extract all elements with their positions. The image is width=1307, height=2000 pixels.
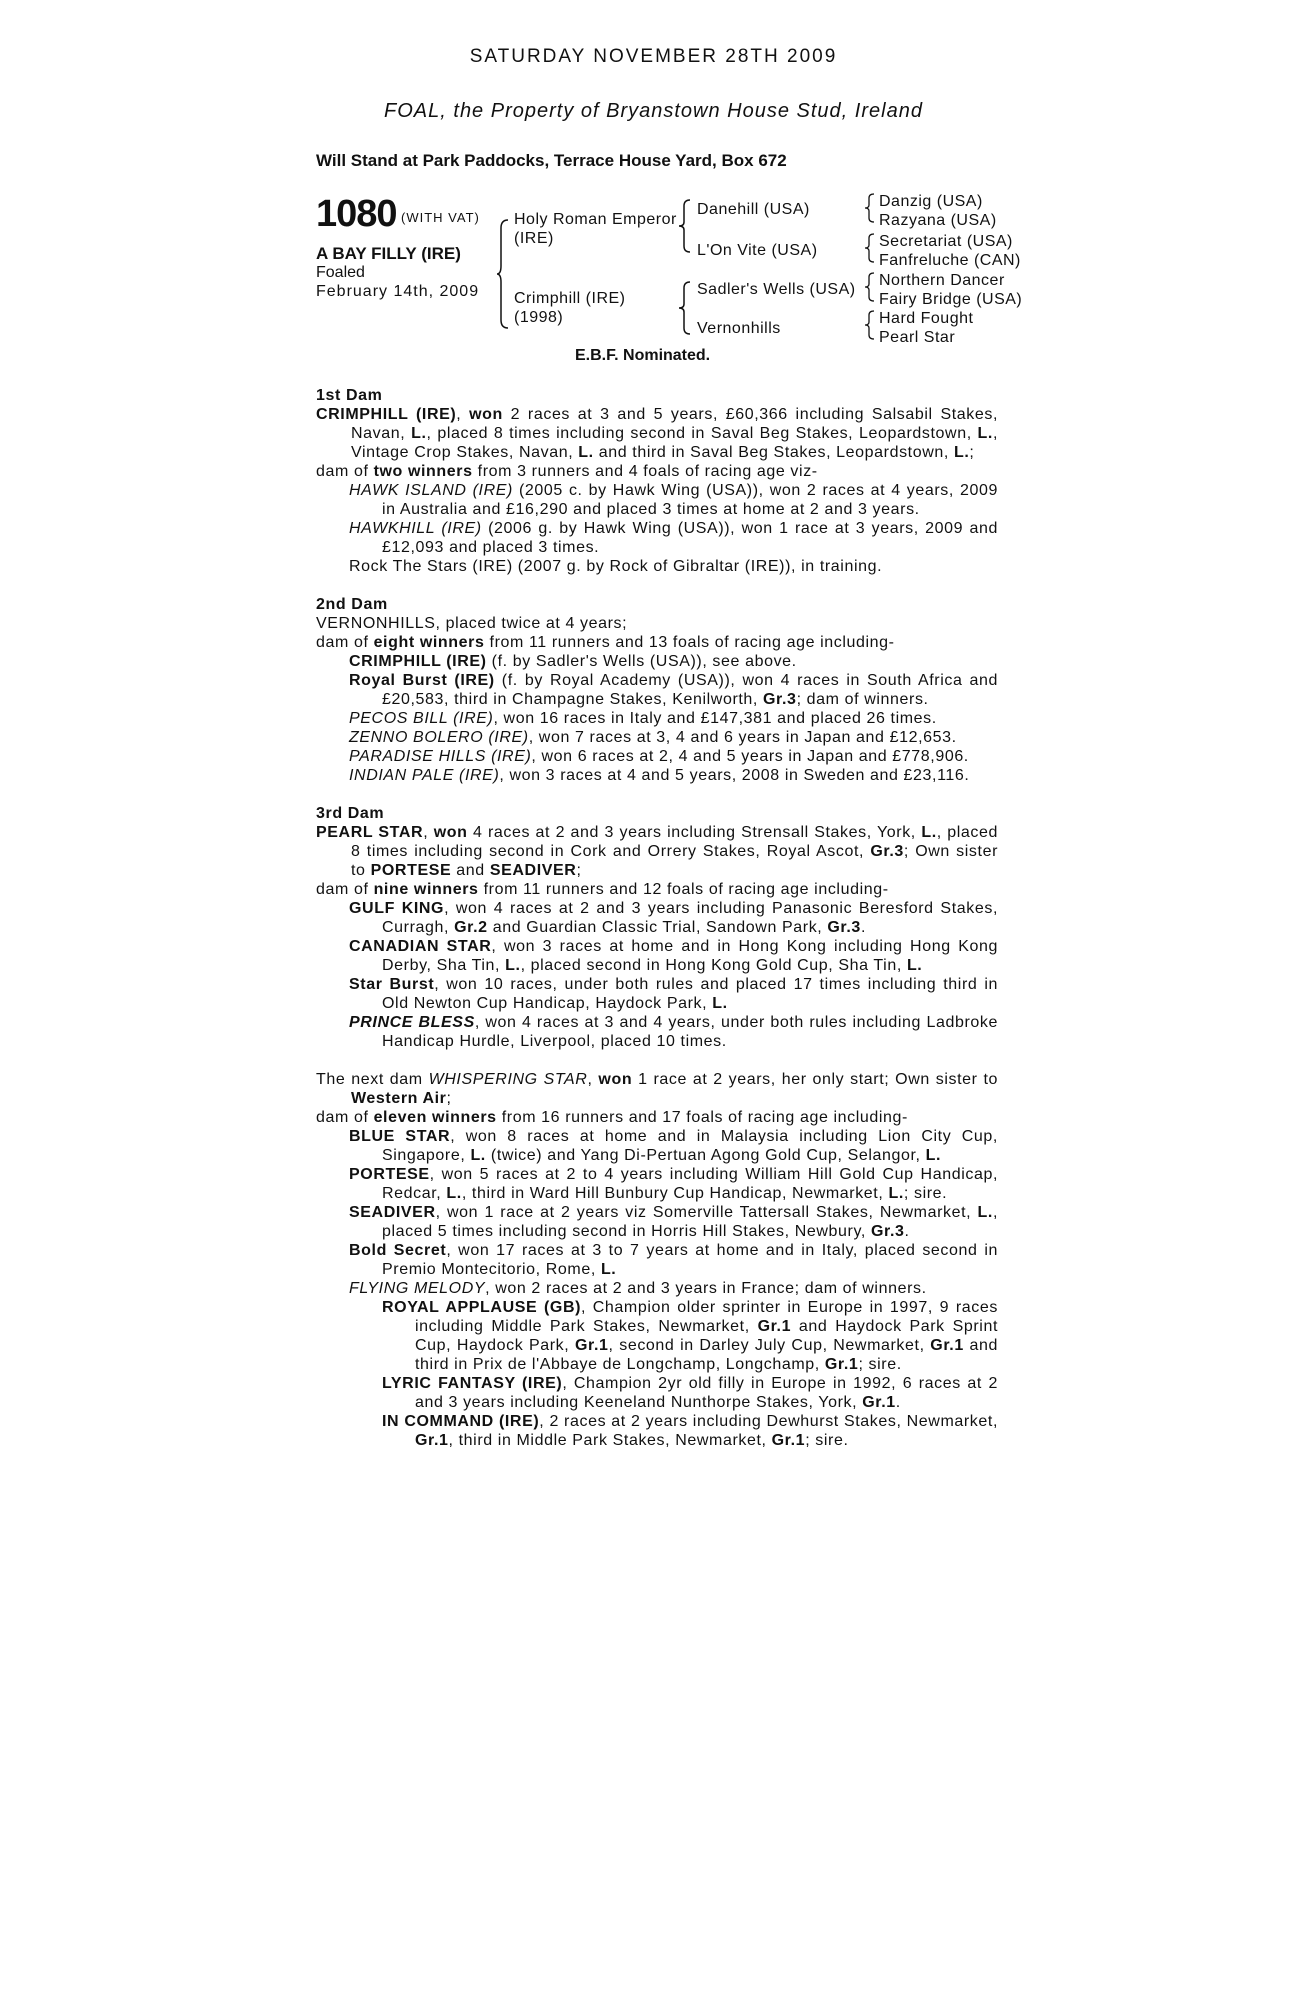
produce-record <box>316 386 998 1450</box>
stand-location: Will Stand at Park Paddocks, Terrace House Yard, Box 672 <box>316 151 787 170</box>
pedigree-dam-year: (1998) <box>514 309 564 326</box>
list-item: Bold Secret, won 17 races at 3 to 7 years at home and in Italy, placed second in Premio Montecitorio, Rome, L. <box>349 1242 999 1278</box>
list-item: BLUE STAR, won 8 races at home and in Malaysia including Lion City Cup, Singapore, L. (twice) and Yang Di-Pertuan Agong Gold Cup, Selangor, L. <box>349 1128 998 1164</box>
pedigree-brace-dd <box>864 310 876 340</box>
list-item: ZENNO BOLERO (IRE), won 7 races at 3, 4 and 6 years in Japan and £12,653. <box>349 729 957 746</box>
third-dam-record: PEARL STAR, won 4 races at 2 and 3 years including Strensall Stakes, York, L., placed 8 times including second in Cork and Orrery Stakes, Royal Ascot, Gr.3; Own sister to PORTESE and SEADIVER; <box>316 824 999 879</box>
sale-date: SATURDAY NOVEMBER 28TH 2009 <box>469 46 838 67</box>
list-item: PRINCE BLESS, won 4 races at 3 and 4 years, under both rules including Ladbroke Handicap Hurdle, Liverpool, placed 10 times. <box>349 1014 998 1050</box>
lot-number: 1080 <box>316 193 397 235</box>
list-item: PORTESE, won 5 races at 2 to 4 years including William Hill Gold Cup Handicap, Redcar, L., third in Ward Hill Bunbury Cup Handicap, Newmarket, L.; sire. <box>349 1166 998 1202</box>
list-item: INDIAN PALE (IRE), won 3 races at 4 and 5 years, 2008 in Sweden and £23,116. <box>349 767 970 784</box>
next-dam-record: The next dam WHISPERING STAR, won 1 race at 2 years, her only start; Own sister to Western Air; <box>316 1071 999 1107</box>
list-item: IN COMMAND (IRE), 2 races at 2 years including Dewhurst Stakes, Newmarket, Gr.1, third in Middle Park Stakes, Newmarket, Gr.1; sire. <box>382 1413 998 1449</box>
list-item: Star Burst, won 10 races, under both rules and placed 17 times including third in Old Newton Cup Handicap, Haydock Park, L. <box>349 976 998 1012</box>
pedigree-sss: Danzig (USA) <box>879 193 983 210</box>
pedigree-brace-main <box>496 218 510 330</box>
second-dam-heading: 2nd Dam <box>316 596 388 613</box>
pedigree-sire: Holy Roman Emperor <box>514 211 677 228</box>
pedigree-brace-sire <box>678 198 692 254</box>
owner-line: FOAL, the Property of Bryanstown House Stud, Ireland <box>384 100 923 122</box>
pedigree-dsd: Fairy Bridge (USA) <box>879 291 1023 308</box>
first-dam-record: CRIMPHILL (IRE), won 2 races at 3 and 5 years, £60,366 including Salsabil Stakes, Navan, L., placed 8 times including second in Saval Beg Stakes, Leopardstown, L., Vintage Crop Stakes, Navan, L. and third in Saval Beg Stakes, Leopardstown, L.; <box>316 406 999 461</box>
list-item: PECOS BILL (IRE), won 16 races in Italy and £147,381 and placed 26 times. <box>349 710 937 727</box>
list-item: Royal Burst (IRE) (f. by Royal Academy (USA)), won 4 races in South Africa and £20,583, third in Champagne Stakes, Kenilworth, Gr.3; dam of winners. <box>349 672 998 708</box>
third-dam-heading: 3rd Dam <box>316 805 385 822</box>
third-dam-produce-summary: dam of nine winners from 11 runners and 12 foals of racing age including- <box>316 881 889 898</box>
pedigree-sdd: Fanfreluche (CAN) <box>879 252 1021 269</box>
list-item: ROYAL APPLAUSE (GB), Champion older sprinter in Europe in 1997, 9 races including Middle Park Stakes, Newmarket, Gr.1 and Haydock Park Sprint Cup, Haydock Park, Gr.1, second in Darley July Cup, Newmarket, Gr.1 and third in Prix de l'Abbaye de Longchamp, Longchamp, Gr.1; sire. <box>382 1299 998 1373</box>
list-item: FLYING MELODY, won 2 races at 2 and 3 years in France; dam of winners. <box>349 1280 927 1297</box>
pedigree-sire-sire: Danehill (USA) <box>697 201 810 218</box>
list-item: HAWK ISLAND (IRE) (2005 c. by Hawk Wing (USA)), won 2 races at 4 years, 2009 in Australia and £16,290 and placed 3 times at home at 2 and 3 years. <box>349 482 998 518</box>
second-dam-produce-summary: dam of eight winners from 11 runners and 13 foals of racing age including- <box>316 634 895 651</box>
pedigree-brace-dam <box>678 280 692 336</box>
next-dam-produce-summary: dam of eleven winners from 16 runners and 17 foals of racing age including- <box>316 1109 908 1126</box>
list-item: CANADIAN STAR, won 3 races at home and in Hong Kong including Hong Kong Derby, Sha Tin, L., placed second in Hong Kong Gold Cup, Sha Tin, L. <box>349 938 998 974</box>
list-item: HAWKHILL (IRE) (2006 g. by Hawk Wing (USA)), won 1 race at 3 years, 2009 and £12,093 and placed 3 times. <box>349 520 998 556</box>
pedigree-ddd: Pearl Star <box>879 329 956 346</box>
list-item: CRIMPHILL (IRE) (f. by Sadler's Wells (USA)), see above. <box>349 653 797 670</box>
ebf-nominated: E.B.F. Nominated. <box>575 347 711 364</box>
pedigree-dds: Hard Fought <box>879 310 974 327</box>
pedigree-ssd: Razyana (USA) <box>879 212 997 229</box>
pedigree-dam-sire: Sadler's Wells (USA) <box>697 281 856 298</box>
pedigree-dam: Crimphill (IRE) <box>514 290 626 307</box>
pedigree-dss: Northern Dancer <box>879 272 1005 289</box>
list-item: PARADISE HILLS (IRE), won 6 races at 2, 4 and 5 years in Japan and £778,906. <box>349 748 969 765</box>
pedigree-sds: Secretariat (USA) <box>879 233 1013 250</box>
list-item: LYRIC FANTASY (IRE), Champion 2yr old filly in Europe in 1992, 6 races at 2 and 3 years including Keeneland Nunthorpe Stakes, York, Gr.1. <box>382 1375 998 1411</box>
pedigree-dam-dam: Vernonhills <box>697 320 781 337</box>
pedigree-brace-sd <box>864 233 876 263</box>
pedigree-sire-dam: L'On Vite (USA) <box>697 242 818 259</box>
pedigree-brace-ss <box>864 193 876 223</box>
list-item: Rock The Stars (IRE) (2007 g. by Rock of Gibraltar (IRE)), in training. <box>349 558 883 575</box>
pedigree-sire-country: (IRE) <box>514 230 554 247</box>
pedigree-brace-ds <box>864 272 876 302</box>
second-dam-record: VERNONHILLS, placed twice at 4 years; <box>316 615 628 632</box>
list-item: GULF KING, won 4 races at 2 and 3 years including Panasonic Beresford Stakes, Curragh, Gr.2 and Guardian Classic Trial, Sandown Park, Gr.3. <box>349 900 998 936</box>
first-dam-heading: 1st Dam <box>316 387 383 404</box>
horse-description: A BAY FILLY (IRE) <box>316 244 461 263</box>
foaled-date: February 14th, 2009 <box>316 283 480 300</box>
first-dam-produce-summary: dam of two winners from 3 runners and 4 foals of racing age viz- <box>316 463 818 480</box>
vat-note: (WITH VAT) <box>401 210 480 225</box>
list-item: SEADIVER, won 1 race at 2 years viz Somerville Tattersall Stakes, Newmarket, L., placed 5 times including second in Horris Hill Stakes, Newbury, Gr.3. <box>349 1204 998 1240</box>
foaled-label: Foaled <box>316 264 365 281</box>
